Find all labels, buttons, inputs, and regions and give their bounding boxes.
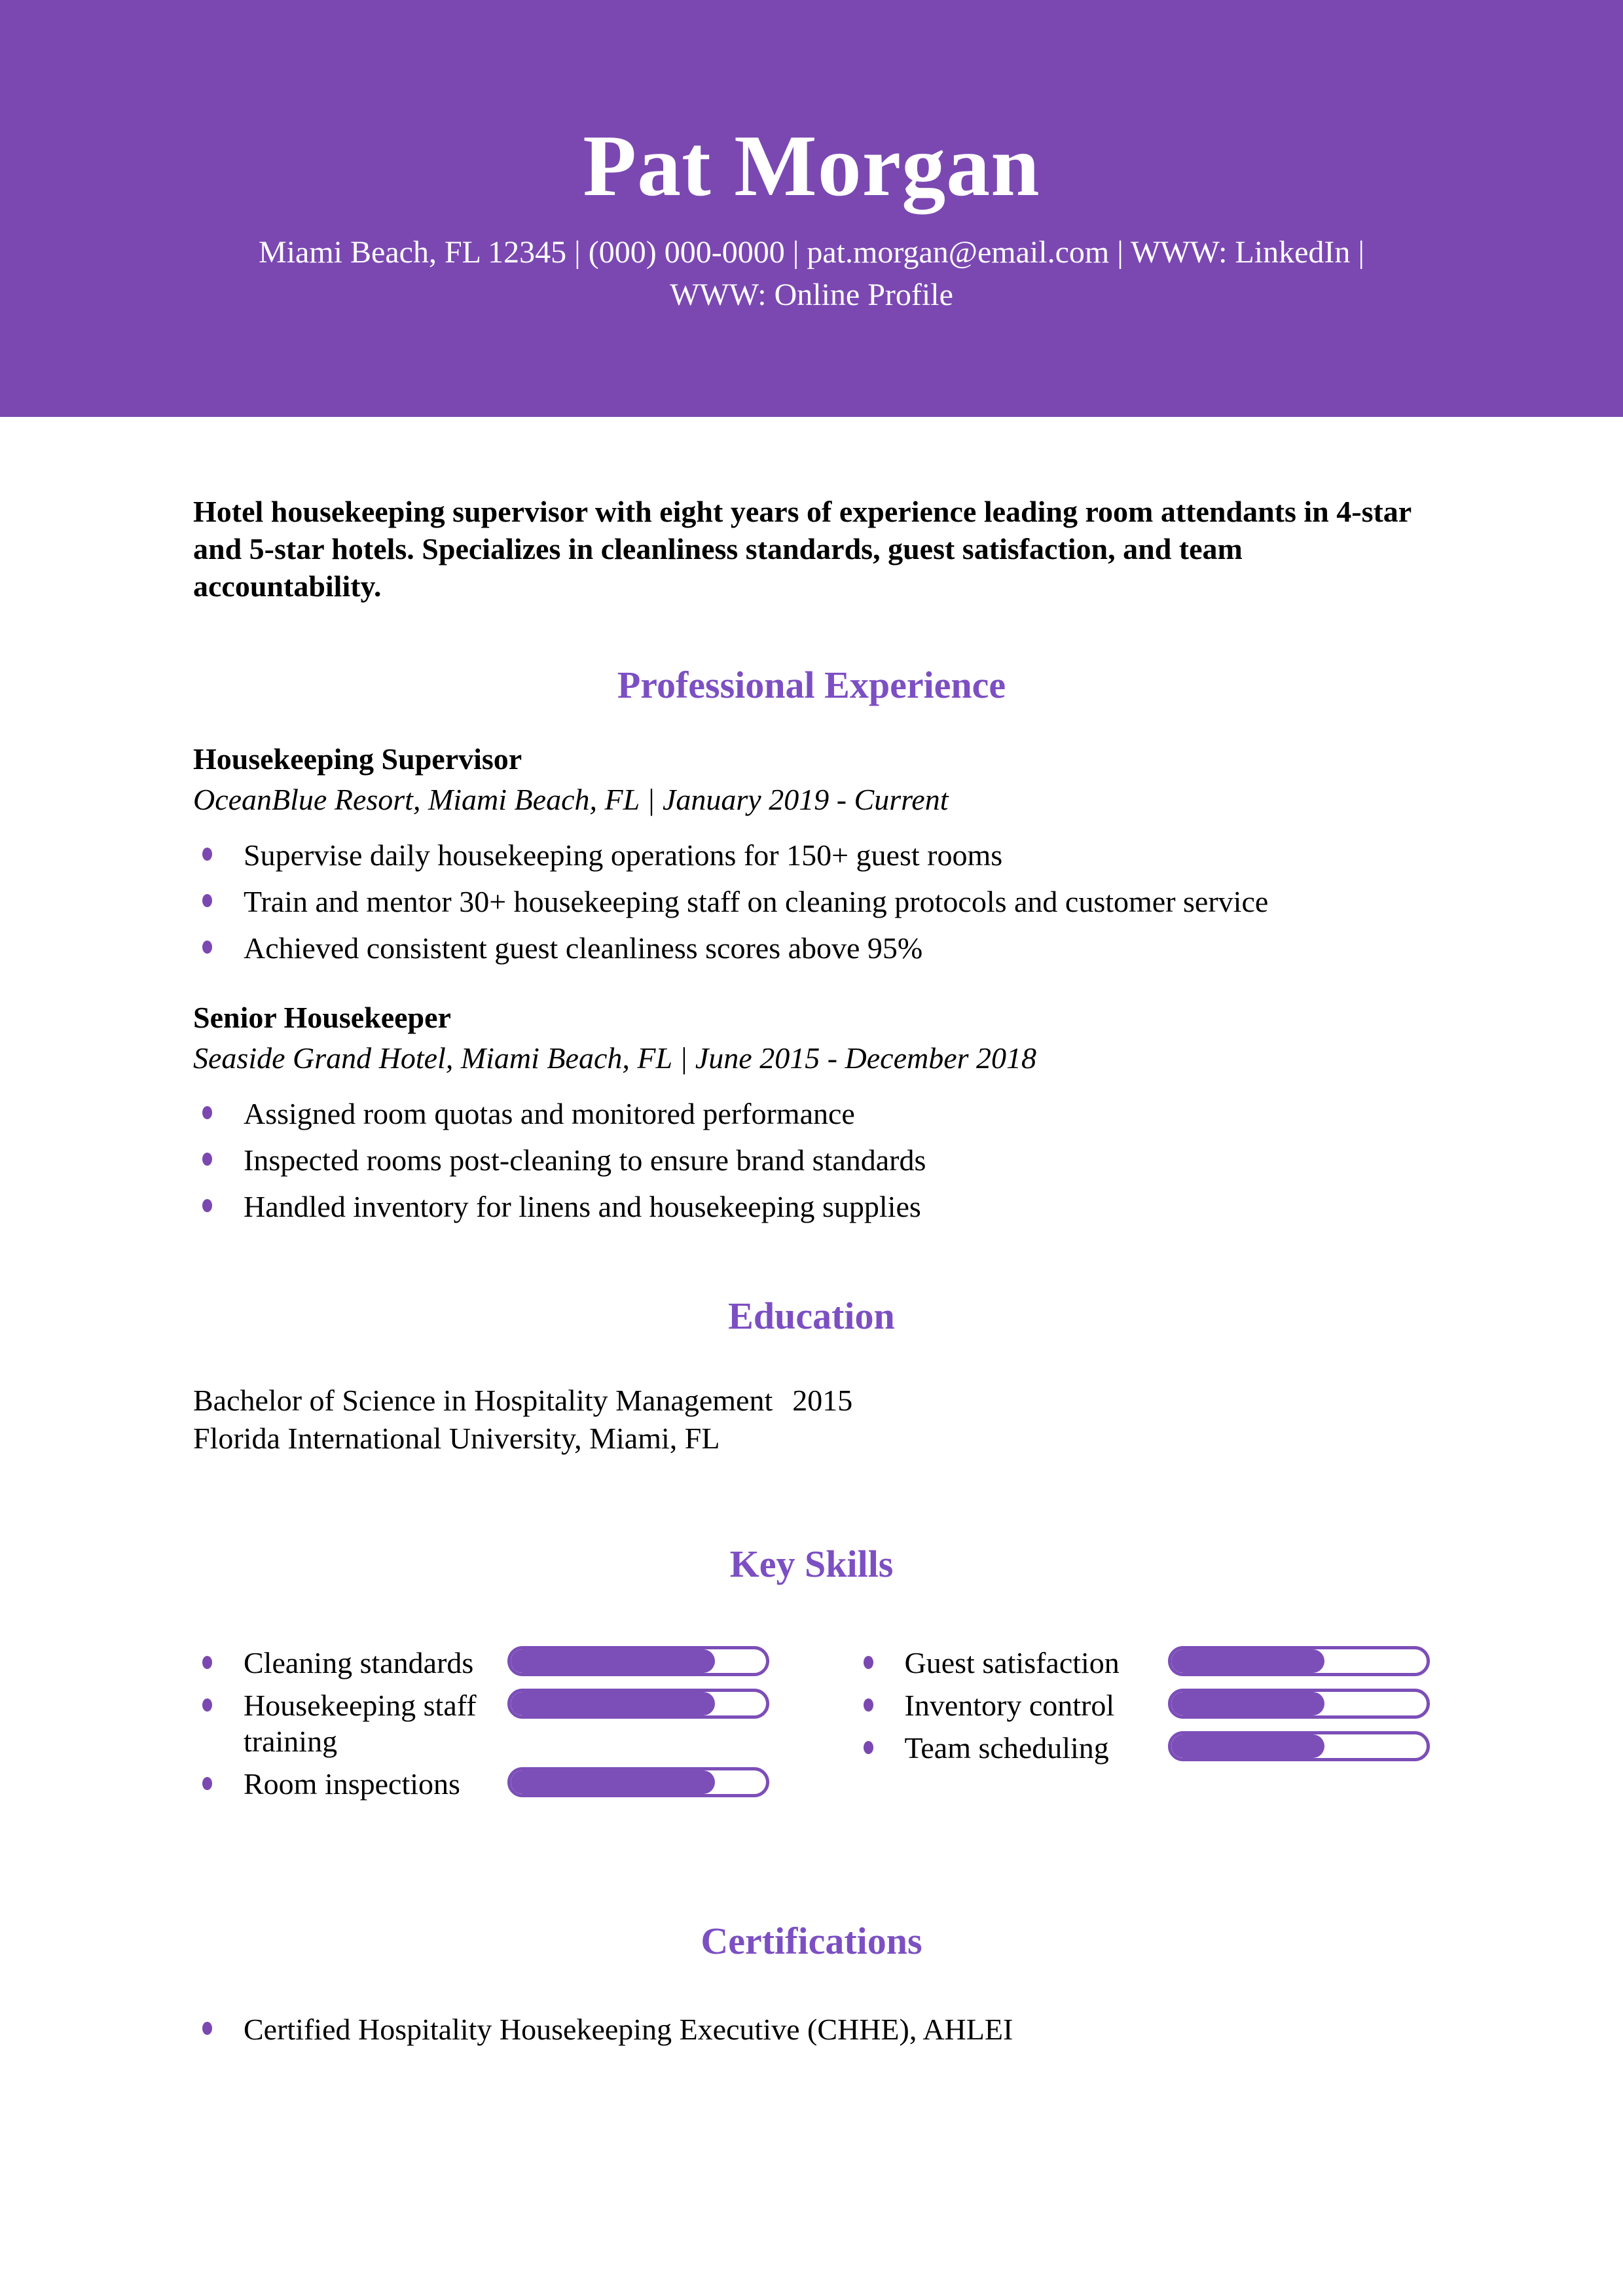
job-meta: Seaside Grand Hotel, Miami Beach, FL | June 2015 - December 2018 (193, 1041, 1037, 1075)
school-text: Florida International University, Miami, FL (193, 1422, 720, 1456)
summary-text: Hotel housekeeping supervisor with eight years of experience leading room attendants in 4-star and 5-star hotels. Specializes in cleanliness standards, guest satisfaction, and team accountability. (193, 495, 1412, 603)
bullet-icon (202, 941, 212, 954)
skills-column-left (193, 1645, 769, 1808)
candidate-name: Pat Morgan (583, 117, 1040, 214)
skill-label-wrap (854, 1687, 1169, 1723)
skill-bar (1168, 1731, 1430, 1761)
list-item (193, 1095, 1430, 1132)
job-bullet-list (193, 836, 1430, 967)
bullet-icon (864, 1698, 873, 1712)
bullet-text: Certified Hospitality Housekeeping Executive (CHHE), AHLEI (244, 2013, 1013, 2047)
section-heading-certifications: Certifications (701, 1919, 922, 1962)
job-title: Senior Housekeeper (193, 1000, 451, 1034)
resume-body (0, 493, 1623, 2048)
bullet-icon (202, 894, 212, 907)
list-item (193, 836, 1430, 874)
skill-label-wrap (193, 1645, 507, 1681)
bullet-text: Train and mentor 30+ housekeeping staff on cleaning protocols and customer service (244, 884, 1269, 918)
skill-bar-fill (511, 1649, 715, 1673)
skill-bar (507, 1689, 769, 1719)
degree-year: 2015 (792, 1384, 853, 1418)
skill-bar (1168, 1689, 1430, 1719)
section-heading-education: Education (728, 1294, 895, 1337)
skill-label-wrap (193, 1687, 507, 1759)
skills-column-right (854, 1645, 1431, 1808)
skill-bar (507, 1646, 769, 1676)
skill-label: Housekeeping staff training (244, 1688, 477, 1758)
bullet-text: Inspected rooms post-cleaning to ensure brand standards (244, 1143, 926, 1177)
skill-row (193, 1766, 769, 1802)
skill-bar-fill (1171, 1734, 1324, 1758)
bullet-text: Supervise daily housekeeping operations for 150+ guest rooms (244, 838, 1003, 872)
skill-label: Room inspections (244, 1767, 460, 1801)
skill-row (854, 1687, 1431, 1723)
bullet-icon (202, 2022, 212, 2035)
job-entry (193, 741, 1430, 967)
job-entry (193, 999, 1430, 1225)
skill-row (193, 1687, 769, 1759)
skill-label: Team scheduling (904, 1731, 1109, 1765)
bullet-icon (202, 1153, 212, 1166)
contact-line-1: Miami Beach, FL 12345 | (000) 000-0000 | pat.morgan@email.com | WWW: LinkedIn | (259, 235, 1364, 270)
skill-bar-fill (1171, 1649, 1324, 1673)
bullet-text: Assigned room quotas and monitored performance (244, 1096, 855, 1130)
list-item (193, 2011, 1430, 2048)
contact-info (0, 232, 1623, 317)
job-bullet-list (193, 1095, 1430, 1225)
skill-label: Cleaning standards (244, 1645, 474, 1679)
skill-row (854, 1645, 1431, 1681)
list-item (193, 929, 1430, 967)
skill-row (854, 1730, 1431, 1766)
degree-text: Bachelor of Science in Hospitality Management (193, 1384, 773, 1418)
bullet-icon (202, 1199, 212, 1212)
bullet-icon (202, 1777, 212, 1790)
job-meta: OceanBlue Resort, Miami Beach, FL | January 2019 - Current (193, 782, 949, 816)
list-item (193, 1141, 1430, 1179)
education-degree-row (193, 1382, 1430, 1420)
contact-line-2: WWW: Online Profile (670, 277, 953, 312)
skill-label-wrap (193, 1766, 507, 1802)
resume-header (0, 0, 1623, 417)
skill-bar-fill (1171, 1692, 1324, 1715)
skill-label: Inventory control (904, 1688, 1115, 1722)
education-entry (193, 1382, 1430, 1458)
bullet-icon (202, 848, 212, 861)
skill-bar (507, 1767, 769, 1797)
bullet-icon (202, 1698, 212, 1712)
bullet-icon (864, 1741, 873, 1754)
list-item (193, 883, 1430, 920)
skill-bar-fill (511, 1692, 715, 1715)
job-title: Housekeeping Supervisor (193, 742, 522, 776)
skill-label-wrap (854, 1645, 1169, 1681)
list-item (193, 1188, 1430, 1225)
skill-label-wrap (854, 1730, 1169, 1766)
skill-bar-fill (511, 1770, 715, 1794)
bullet-icon (864, 1656, 873, 1669)
bullet-icon (202, 1106, 212, 1119)
bullet-text: Achieved consistent guest cleanliness scores above 95% (244, 931, 923, 965)
bullet-text: Handled inventory for linens and housekeeping supplies (244, 1189, 921, 1223)
section-heading-key-skills: Key Skills (729, 1543, 894, 1586)
section-heading-professional-experience: Professional Experience (617, 664, 1006, 706)
skill-bar (1168, 1646, 1430, 1676)
skill-row (193, 1645, 769, 1681)
skill-label: Guest satisfaction (904, 1645, 1120, 1679)
experience-section (193, 741, 1430, 1225)
certifications-list (193, 2011, 1430, 2048)
bullet-icon (202, 1656, 212, 1669)
skills-section (193, 1645, 1430, 1808)
